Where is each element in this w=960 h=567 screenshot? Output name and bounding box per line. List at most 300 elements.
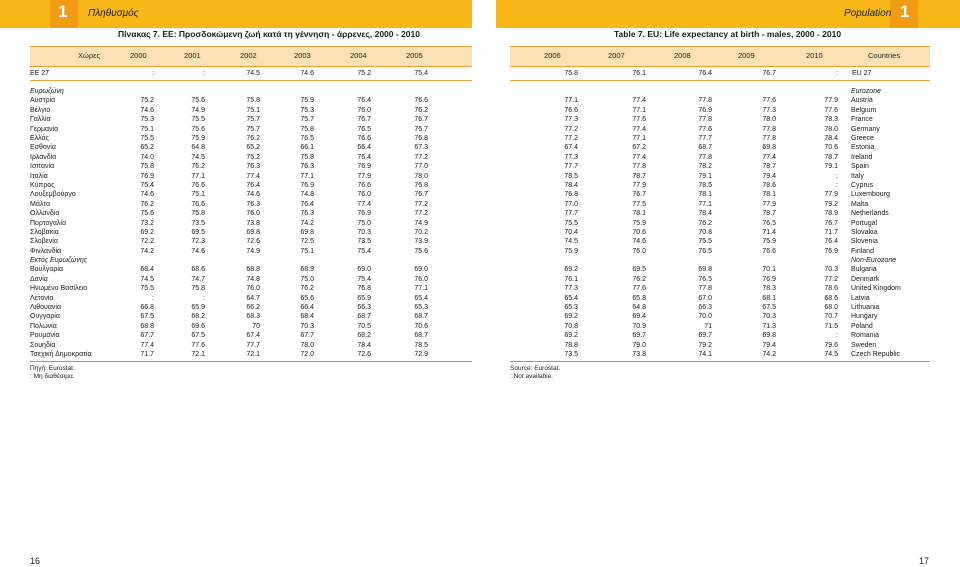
value-cell: 76.0 <box>632 247 646 255</box>
value-cell: 75.5 <box>140 285 154 293</box>
value-cell: 73.5 <box>564 351 578 358</box>
value-cell: 75.5 <box>698 238 712 246</box>
value-cell: 66.4 <box>300 304 314 311</box>
country-name-gr: Ρουμανία <box>30 332 60 340</box>
value-cell: 77.7 <box>564 163 578 171</box>
country-name-en: Ireland <box>851 153 873 161</box>
eu27-rule-left <box>30 80 472 81</box>
country-name-gr: Λιθουανία <box>30 304 61 311</box>
country-name-en: Portugal <box>851 219 878 227</box>
value-cell: 77.2 <box>564 135 578 142</box>
left-footnote-source: Πηγή: Eurostat. <box>30 365 75 372</box>
value-cell: 67.4 <box>246 332 260 340</box>
value-cell: : <box>836 182 838 189</box>
value-cell: 68.9 <box>300 266 314 274</box>
value-cell: 79.2 <box>824 200 838 208</box>
value-cell: 76.6 <box>762 247 776 255</box>
value-cell: 68.2 <box>357 332 371 340</box>
value-cell: 76.6 <box>191 200 205 208</box>
value-cell: 77.4 <box>632 97 646 105</box>
value-cell: 75.9 <box>564 247 578 255</box>
value-cell: 74.8 <box>246 275 260 283</box>
value-cell: 76.9 <box>762 275 776 283</box>
value-cell: 78.4 <box>564 182 578 189</box>
value-cell: 67.7 <box>140 332 154 340</box>
value-cell: 76.4 <box>246 182 260 189</box>
value-cell: 75.4 <box>140 182 154 189</box>
country-name-gr: Σλοβενία <box>30 238 58 246</box>
value-cell: 66.3 <box>357 304 371 311</box>
value-cell: 76.4 <box>357 153 371 161</box>
value-cell: 77.9 <box>762 200 776 208</box>
value-cell: 76.1 <box>632 70 646 77</box>
value-cell: 76.3 <box>300 210 314 218</box>
country-name-en: Netherlands <box>851 210 889 218</box>
value-cell: 75.8 <box>140 163 154 171</box>
value-cell: 76.9 <box>357 163 371 171</box>
value-cell: 76.5 <box>357 125 371 133</box>
value-cell: 75.9 <box>191 135 205 142</box>
value-cell: 77.1 <box>300 172 314 180</box>
value-cell: 74.7 <box>191 275 205 283</box>
value-cell: 76.2 <box>191 163 205 171</box>
value-cell: 77.1 <box>414 285 428 293</box>
group-label-en: Non-Eurozone <box>851 257 897 264</box>
value-cell: 73.8 <box>632 351 646 358</box>
header-year-2003: 2003 <box>294 51 311 60</box>
value-cell: 75.6 <box>191 97 205 105</box>
value-cell: 77.2 <box>824 275 838 283</box>
value-cell: 76.2 <box>300 285 314 293</box>
value-cell: 75.1 <box>300 247 314 255</box>
value-cell: 65.4 <box>414 294 428 302</box>
value-cell: 78.0 <box>824 125 838 133</box>
country-name-en: Romania <box>851 332 880 340</box>
country-name-en: Estonia <box>851 144 875 152</box>
value-cell: 79.2 <box>698 341 712 349</box>
value-cell: 68.1 <box>762 294 776 302</box>
value-cell: 77.9 <box>824 97 838 105</box>
country-name-en: Finland <box>851 247 874 255</box>
value-cell: 75.4 <box>357 247 371 255</box>
value-cell: 75.3 <box>140 116 154 124</box>
value-cell: 76.9 <box>300 182 314 189</box>
value-cell: 74.6 <box>246 191 260 199</box>
value-cell: 77.9 <box>632 182 646 189</box>
value-cell: 72.5 <box>300 238 314 246</box>
value-cell: 76.3 <box>300 163 314 171</box>
value-cell: 74.9 <box>414 219 428 227</box>
value-cell: 77.2 <box>414 200 428 208</box>
value-cell: 71.7 <box>824 229 838 236</box>
country-name-gr: Βουλγαρία <box>30 266 64 274</box>
value-cell: 68.4 <box>140 266 154 274</box>
country-name-gr: Εσθονία <box>30 144 56 152</box>
value-cell: 75.2 <box>357 70 371 77</box>
country-name-en: Denmark <box>851 275 880 283</box>
country-name-en: Greece <box>851 135 874 142</box>
header-year-2000: 2000 <box>130 51 147 60</box>
value-cell: 75.0 <box>300 275 314 283</box>
value-cell: 74.5 <box>191 153 205 161</box>
country-name-gr: Ηνωμένο Βασίλειο <box>30 285 88 293</box>
value-cell: 64.7 <box>246 294 260 302</box>
value-cell: 68.7 <box>414 313 428 321</box>
country-name-gr: Λετονία <box>30 294 54 302</box>
value-cell: 77.3 <box>564 285 578 293</box>
value-cell: 77.3 <box>564 116 578 124</box>
country-name-gr: Ουγγαρία <box>30 313 60 321</box>
country-name-gr: Αυστρία <box>30 97 56 105</box>
header-year-2009: 2009 <box>738 51 755 60</box>
value-cell: 76.6 <box>564 106 578 114</box>
value-cell: 76.7 <box>414 125 428 133</box>
value-cell: 75.8 <box>564 70 578 77</box>
value-cell: 68.7 <box>414 332 428 340</box>
value-cell: 65.4 <box>564 294 578 302</box>
value-cell: 76.5 <box>300 135 314 142</box>
value-cell: 75.4 <box>357 275 371 283</box>
country-name-gr: Λουξεμβούργο <box>30 191 76 199</box>
value-cell: 65.9 <box>191 304 205 311</box>
value-cell: 77.8 <box>762 125 776 133</box>
country-name-gr: Πορτογαλία <box>30 219 67 227</box>
value-cell: 73.5 <box>357 238 371 246</box>
value-cell: 69.4 <box>632 313 646 321</box>
value-cell: 74.5 <box>140 275 154 283</box>
value-cell: 72.0 <box>300 351 314 358</box>
header-year-2010: 2010 <box>806 51 823 60</box>
value-cell: 75.7 <box>246 125 260 133</box>
country-name-en: Belgium <box>851 106 877 114</box>
value-cell: 68.8 <box>140 322 154 330</box>
value-cell: 78.8 <box>564 341 578 349</box>
left-table-title: Πίνακας 7. ΕΕ: Προσδοκώμενη ζωή κατά τη γέννηση - άρρενες, 2000 - 2010 <box>118 29 420 39</box>
value-cell: 76.7 <box>632 191 646 199</box>
value-cell: 75.8 <box>191 210 205 218</box>
value-cell: 76.2 <box>414 106 428 114</box>
value-cell: 69.6 <box>191 322 205 330</box>
group-label-gr: Εκτός Ευρωζώνης <box>30 257 88 264</box>
value-cell: 66.3 <box>698 304 712 311</box>
left-page-number: 16 <box>30 556 41 566</box>
left-table-header <box>30 46 472 67</box>
value-cell: 78.6 <box>824 285 838 293</box>
value-cell: 79.0 <box>632 341 646 349</box>
value-cell: 76.3 <box>246 200 260 208</box>
value-cell: 79.1 <box>698 172 712 180</box>
value-cell: 69.8 <box>300 229 314 236</box>
value-cell: 70.4 <box>564 229 578 236</box>
value-cell: 78.4 <box>357 341 371 349</box>
value-cell: 71.7 <box>140 351 154 358</box>
value-cell: 69.7 <box>698 332 712 340</box>
group-label-en: Eurozone <box>851 88 881 95</box>
country-name-en: Czech Republic <box>851 351 901 358</box>
value-cell: 74.5 <box>246 70 260 77</box>
value-cell: 78.7 <box>632 172 646 180</box>
country-name-en: Germany <box>851 125 880 133</box>
value-cell: 75.8 <box>191 285 205 293</box>
value-cell: : <box>836 70 838 77</box>
value-cell: 70 <box>252 322 260 330</box>
right-section-title: Population <box>844 8 892 19</box>
value-cell: 78.4 <box>824 135 838 142</box>
value-cell: 70.0 <box>698 313 712 321</box>
value-cell: 70.3 <box>300 322 314 330</box>
value-cell: 76.0 <box>414 275 428 283</box>
country-name-en: Slovakia <box>851 229 878 236</box>
value-cell: 70.9 <box>632 322 646 330</box>
value-cell: 77.8 <box>762 135 776 142</box>
value-cell: 78.3 <box>824 116 838 124</box>
value-cell: 67.5 <box>762 304 776 311</box>
right-table-title: Table 7. EU: Life expectancy at birth - males, 2000 - 2010 <box>614 29 842 39</box>
value-cell: 65.3 <box>564 304 578 311</box>
left-section-bar <box>0 0 472 28</box>
value-cell: : <box>836 172 838 180</box>
header-year-2004: 2004 <box>350 51 367 60</box>
value-cell: 76.9 <box>824 247 838 255</box>
country-name-en: Slovenia <box>851 238 878 246</box>
group-label-gr: Ευρωζώνη <box>30 88 64 95</box>
country-name-en: United Kingdom <box>851 285 901 293</box>
value-cell: 75.6 <box>140 210 154 218</box>
value-cell: 76.6 <box>357 182 371 189</box>
value-cell: 76.7 <box>414 191 428 199</box>
country-name-en: Bulgaria <box>851 266 877 274</box>
value-cell: 77.2 <box>564 125 578 133</box>
value-cell: 74.5 <box>564 238 578 246</box>
value-cell: 70.3 <box>762 313 776 321</box>
country-name-en: Lithuania <box>851 304 880 311</box>
value-cell: 78.0 <box>300 341 314 349</box>
left-section-title: Πληθυσμός <box>88 8 139 19</box>
value-cell: 77.0 <box>564 200 578 208</box>
value-cell: 78.3 <box>762 285 776 293</box>
value-cell: 76.7 <box>357 116 371 124</box>
value-cell: 78.1 <box>632 210 646 218</box>
value-cell: 67.2 <box>632 144 646 152</box>
value-cell: 67.0 <box>698 294 712 302</box>
header-year-2008: 2008 <box>674 51 691 60</box>
country-name-en: France <box>851 116 873 124</box>
value-cell: 72.6 <box>246 238 260 246</box>
value-cell: 68.8 <box>246 266 260 274</box>
value-cell: 69.8 <box>762 144 776 152</box>
value-cell: 65.8 <box>632 294 646 302</box>
value-cell: 78.7 <box>762 210 776 218</box>
country-name-en: Cyprus <box>851 182 874 189</box>
value-cell: 77.4 <box>246 172 260 180</box>
value-cell: 73.9 <box>414 238 428 246</box>
value-cell: 77.9 <box>824 191 838 199</box>
value-cell: 76.6 <box>414 97 428 105</box>
value-cell: 68.6 <box>824 294 838 302</box>
value-cell: 74.6 <box>191 247 205 255</box>
value-cell: 74.6 <box>300 70 314 77</box>
value-cell: 74.2 <box>300 219 314 227</box>
right-footnote-na: : Not available. <box>510 373 553 380</box>
value-cell: 75.1 <box>246 106 260 114</box>
left-footer-rule <box>30 361 472 362</box>
value-cell: : <box>203 294 205 302</box>
value-cell: 77.7 <box>698 135 712 142</box>
value-cell: 71.5 <box>824 322 838 330</box>
value-cell: 65.2 <box>140 144 154 152</box>
value-cell: 68.0 <box>824 304 838 311</box>
value-cell: 75.6 <box>414 247 428 255</box>
eu27-label-en: EU 27 <box>852 70 872 77</box>
value-cell: 77.3 <box>762 106 776 114</box>
value-cell: 78.6 <box>762 182 776 189</box>
value-cell: 74.1 <box>698 351 712 358</box>
value-cell: 74.6 <box>140 191 154 199</box>
value-cell: 70.8 <box>564 322 578 330</box>
value-cell: 76.5 <box>698 247 712 255</box>
value-cell: 74.9 <box>246 247 260 255</box>
country-name-en: Hungary <box>851 313 878 321</box>
value-cell: 75.8 <box>246 97 260 105</box>
left-chapter-number: 1 <box>58 2 68 21</box>
right-section-bar <box>496 0 960 28</box>
value-cell: 78.4 <box>698 210 712 218</box>
country-name-gr: Βέλγιο <box>30 106 51 114</box>
value-cell: 70.3 <box>357 229 371 236</box>
value-cell: 75.9 <box>762 238 776 246</box>
value-cell: 74.5 <box>824 351 838 358</box>
right-footer-rule <box>510 361 930 362</box>
value-cell: 71.4 <box>762 229 776 236</box>
country-name-en: Malta <box>851 200 869 208</box>
value-cell: 77.2 <box>414 210 428 218</box>
value-cell: 76.2 <box>698 219 712 227</box>
value-cell: 77.1 <box>632 135 646 142</box>
value-cell: 79.4 <box>762 341 776 349</box>
value-cell: 78.9 <box>824 210 838 218</box>
value-cell: 70.6 <box>414 322 428 330</box>
value-cell: : <box>203 70 205 77</box>
value-cell: 77.6 <box>698 125 712 133</box>
value-cell: : <box>152 294 154 302</box>
value-cell: 76.9 <box>357 210 371 218</box>
value-cell: 77.1 <box>191 172 205 180</box>
value-cell: 78.7 <box>762 163 776 171</box>
value-cell: 75.3 <box>300 106 314 114</box>
value-cell: 68.7 <box>698 144 712 152</box>
value-cell: 78.1 <box>762 191 776 199</box>
value-cell: 67.5 <box>140 313 154 321</box>
value-cell: 72.2 <box>140 238 154 246</box>
value-cell: 78.7 <box>824 153 838 161</box>
value-cell: 75.9 <box>632 219 646 227</box>
value-cell: 77.6 <box>632 116 646 124</box>
value-cell: 69.7 <box>632 332 646 340</box>
value-cell: 76.4 <box>698 70 712 77</box>
value-cell: 77.1 <box>564 97 578 105</box>
value-cell: 74.6 <box>632 238 646 246</box>
value-cell: 70.6 <box>632 229 646 236</box>
value-cell: 72.3 <box>191 238 205 246</box>
value-cell: 75.5 <box>191 116 205 124</box>
country-name-gr: Πολωνία <box>30 322 57 330</box>
value-cell: 76.5 <box>698 275 712 283</box>
value-cell: 77.8 <box>698 153 712 161</box>
value-cell: 78.5 <box>414 341 428 349</box>
value-cell: 77.7 <box>246 341 260 349</box>
value-cell: 76.4 <box>357 97 371 105</box>
value-cell: 76.0 <box>357 191 371 199</box>
value-cell: 75.7 <box>246 116 260 124</box>
value-cell: 76.5 <box>762 219 776 227</box>
value-cell: 68.2 <box>191 313 205 321</box>
value-cell: 71.3 <box>762 322 776 330</box>
value-cell: 72.9 <box>414 351 428 358</box>
value-cell: 78.5 <box>698 182 712 189</box>
value-cell: 75.7 <box>300 116 314 124</box>
header-countries-en: Countries <box>868 51 901 60</box>
value-cell: 75.2 <box>140 97 154 105</box>
value-cell: 76.7 <box>762 70 776 77</box>
country-name-en: Austria <box>851 97 873 105</box>
value-cell: 76.8 <box>414 135 428 142</box>
value-cell: 66.1 <box>300 144 314 152</box>
value-cell: 68.6 <box>191 266 205 274</box>
value-cell: 66.4 <box>357 144 371 152</box>
value-cell: 77.9 <box>357 172 371 180</box>
country-name-gr: Μάλτα <box>30 200 51 208</box>
country-name-en: Spain <box>851 163 869 171</box>
value-cell: 65.3 <box>414 304 428 311</box>
value-cell: 75.8 <box>300 153 314 161</box>
value-cell: 77.2 <box>414 153 428 161</box>
header-year-2002: 2002 <box>240 51 257 60</box>
value-cell: 70.2 <box>414 229 428 236</box>
right-table-header <box>510 46 930 67</box>
value-cell: 69.8 <box>762 332 776 340</box>
value-cell: 78.5 <box>564 172 578 180</box>
value-cell: 77.6 <box>191 341 205 349</box>
value-cell: 69.8 <box>698 266 712 274</box>
value-cell: 75.9 <box>300 97 314 105</box>
value-cell: 75.5 <box>564 219 578 227</box>
value-cell: 76.1 <box>564 275 578 283</box>
value-cell: 71 <box>704 322 712 330</box>
value-cell: 75.1 <box>191 191 205 199</box>
country-name-en: Poland <box>851 322 873 330</box>
value-cell: 76.6 <box>191 182 205 189</box>
value-cell: 77.1 <box>698 200 712 208</box>
value-cell: 77.4 <box>762 153 776 161</box>
value-cell: 73.8 <box>246 219 260 227</box>
value-cell: 75.1 <box>140 125 154 133</box>
right-page-number: 17 <box>919 556 930 566</box>
value-cell: 73.5 <box>191 219 205 227</box>
value-cell: 74.6 <box>140 106 154 114</box>
value-cell: 72.6 <box>357 351 371 358</box>
value-cell: 75.4 <box>414 70 428 77</box>
country-name-en: Sweden <box>851 341 877 349</box>
header-countries-gr: Χώρες <box>78 51 101 60</box>
value-cell: 77.7 <box>564 210 578 218</box>
value-cell: 76.9 <box>698 106 712 114</box>
value-cell: 77.8 <box>698 116 712 124</box>
value-cell: 73.2 <box>140 219 154 227</box>
value-cell: 70.8 <box>698 229 712 236</box>
country-name-gr: Ιταλία <box>30 172 48 180</box>
header-year-2007: 2007 <box>608 51 625 60</box>
country-name-gr: Δανία <box>30 275 48 283</box>
